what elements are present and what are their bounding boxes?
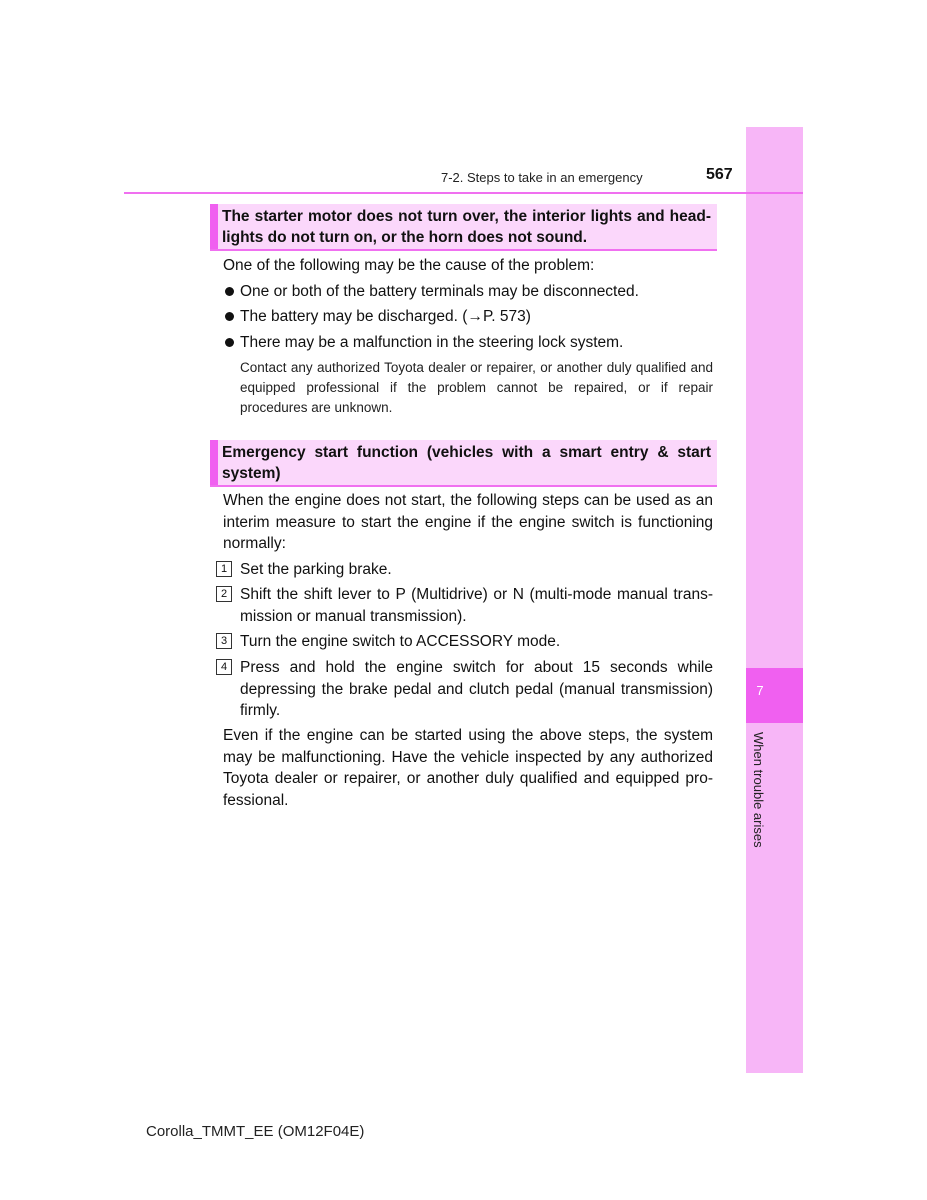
chapter-side-tab	[746, 127, 803, 1073]
step-number-box: 2	[216, 586, 232, 602]
section1-intro: One of the following may be the cause of the problem:	[223, 257, 595, 274]
section1-note: Contact any authorized Toyota dealer or repairer, or another duly qualified and equipped professional if the problem cannot be repaired, or if repair procedures are unknown.	[240, 360, 713, 415]
section2-intro: When the engine does not start, the following steps can be used as an interim measure to start the engine if the engine switch is functioning normally:	[223, 492, 713, 552]
section1-heading-box	[210, 204, 717, 251]
bullet-dot-icon	[225, 287, 234, 296]
header-divider	[124, 192, 803, 194]
section1-heading: The starter motor does not turn over, the interior lights and head-lights do not turn on, or the horn does not sound.	[222, 208, 711, 246]
section-title: 7-2. Steps to take in an emergency	[441, 170, 643, 185]
chapter-number: 7	[756, 683, 764, 698]
step-number-box: 1	[216, 561, 232, 577]
bullet-text: The battery may be discharged. (→P. 573)	[240, 308, 531, 325]
section2-heading-box	[210, 440, 717, 487]
step-number-box: 3	[216, 633, 232, 649]
bullet-text: One or both of the battery terminals may be disconnected.	[240, 283, 639, 300]
bullet-dot-icon	[225, 312, 234, 321]
step-text: Turn the engine switch to ACCESSORY mode.	[240, 633, 561, 650]
bullet-text: There may be a malfunction in the steering lock system.	[240, 334, 624, 351]
page-number: 567	[706, 166, 733, 183]
step-text: Press and hold the engine switch for about 15 seconds while depressing the brake pedal and clutch pedal (manual transmission) firmly.	[240, 659, 713, 719]
chapter-label: When trouble arises	[751, 732, 766, 848]
section2-closing: Even if the engine can be started using the above steps, the system may be malfunctioning. Have the vehicle inspected by any authorized Toyota dealer or repairer, or another duly qualified and equipped pro-fessional.	[223, 727, 713, 809]
step-number-box: 4	[216, 659, 232, 675]
step-text: Set the parking brake.	[240, 561, 392, 578]
section2-heading: Emergency start function (vehicles with a smart entry & start system)	[222, 444, 711, 482]
bullet-dot-icon	[225, 338, 234, 347]
footer-document-id: Corolla_TMMT_EE (OM12F04E)	[146, 1123, 365, 1140]
step-text: Shift the shift lever to P (Multidrive) or N (multi-mode manual trans-mission or manual transmission).	[240, 586, 713, 625]
